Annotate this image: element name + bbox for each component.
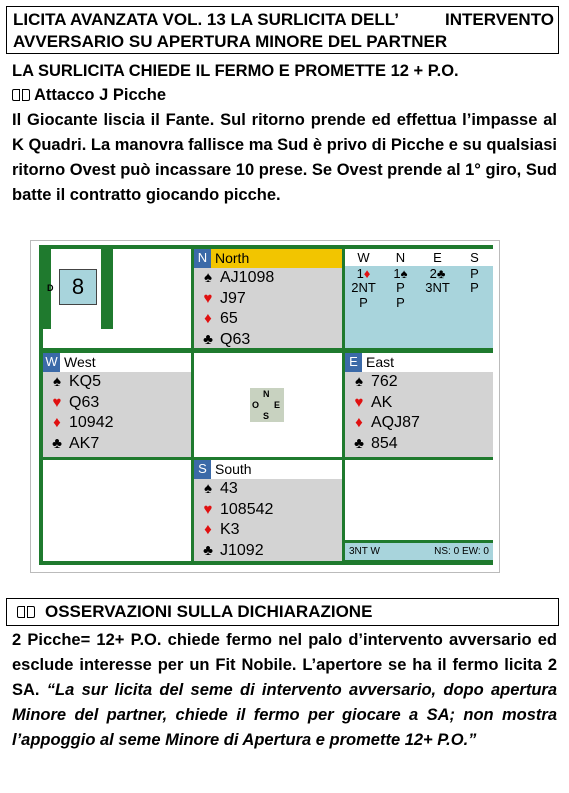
north-header xyxy=(194,249,342,268)
bid-header-n: N xyxy=(395,250,406,265)
bid-row xyxy=(345,295,493,310)
bid-row xyxy=(345,281,493,296)
bridge-diagram xyxy=(30,240,500,573)
bid-cell: P xyxy=(359,294,368,310)
west-dir-badge: W xyxy=(43,353,60,372)
observations-italic: “La sur licita del seme di intervento avversario, dopo apertura Minore del partner, chiede il fermo per giocare a SA; non mostra l’appoggio al seme Minore di Apertura e promette 12+ P.O.” xyxy=(12,681,557,749)
lead-line xyxy=(12,86,557,105)
north-hand xyxy=(194,249,342,348)
contract: 3NT W xyxy=(349,546,380,557)
bid-cell: P xyxy=(396,294,405,310)
bid-n-1s: 1♠ xyxy=(393,265,408,281)
north-spades-cards: AJ1098 xyxy=(220,269,275,286)
diamond-icon: ♦ xyxy=(204,521,212,538)
compass-n: N xyxy=(263,389,270,399)
stripe-decor xyxy=(101,249,113,329)
empty-cell xyxy=(345,460,493,540)
heart-icon: ♥ xyxy=(354,393,364,411)
body-text: Il Giocante liscia il Fante. Sul ritorno prende ed effettua l’impasse al K Quadri. La manovra fallisce ma Sud è privo di Picche e su qualsiasi ritorno Ovest può incassare 10 prese. Se Ovest prende al 1° giro, Sud batte il contratto giocando picche. xyxy=(12,111,557,204)
east-hearts xyxy=(345,393,493,414)
empty-cell xyxy=(43,460,191,561)
compass-icon xyxy=(250,388,284,422)
north-diamonds xyxy=(194,309,342,330)
south-hearts xyxy=(194,500,342,521)
south-name: South xyxy=(215,461,252,478)
heart-icon: ♥ xyxy=(52,393,62,411)
observations-heading: OSSERVAZIONI SULLA DICHIARAZIONE xyxy=(45,602,373,621)
east-spades-cards: 762 xyxy=(371,373,398,390)
title-line1-right: INTERVENTO xyxy=(445,10,554,29)
south-spades xyxy=(194,479,342,500)
spade-icon: ♠ xyxy=(204,269,212,286)
title-box xyxy=(6,6,559,54)
west-clubs xyxy=(43,434,191,455)
south-clubs-cards: J1092 xyxy=(220,541,264,559)
north-clubs xyxy=(194,330,342,351)
south-hand xyxy=(194,460,342,561)
bid-cell: 2NT xyxy=(351,280,376,296)
observations-text xyxy=(12,628,557,753)
observations-plain: 2 Picche= 12+ P.O. chiede fermo nel palo d’intervento avversario ed esclude interesse per un Fit Nobile. L’apertore se ha il fermo licita 2 SA. xyxy=(12,631,557,699)
north-spades xyxy=(194,268,342,289)
east-spades xyxy=(345,372,493,393)
west-spades xyxy=(43,372,191,393)
west-hearts xyxy=(43,393,191,414)
compass-s: S xyxy=(263,411,270,421)
south-spades-cards: 43 xyxy=(220,480,238,497)
bid-cell: P xyxy=(470,280,479,296)
south-clubs xyxy=(194,541,342,562)
heart-icon: ♥ xyxy=(203,289,213,307)
vulnerability: NS: 0 EW: 0 xyxy=(434,546,489,557)
north-dir-badge: N xyxy=(194,249,211,268)
north-diamonds-cards: 65 xyxy=(220,310,238,327)
board-info-cell xyxy=(43,249,191,348)
south-header xyxy=(194,460,342,479)
north-hearts-cards: J97 xyxy=(220,289,246,307)
dealer-label: D xyxy=(47,283,54,293)
bid-row xyxy=(345,266,493,281)
north-name: North xyxy=(215,250,250,267)
east-hearts-cards: AK xyxy=(371,393,393,411)
observations-header xyxy=(6,598,559,626)
west-spades-cards: KQ5 xyxy=(69,373,102,390)
compass-e: E xyxy=(274,400,281,410)
subtitle: LA SURLICITA CHIEDE IL FERMO E PROMETTE 12 + P.O. xyxy=(12,62,459,80)
bid-cell: P xyxy=(470,265,479,281)
spade-icon: ♠ xyxy=(53,373,61,390)
contract-bar xyxy=(345,543,493,560)
east-dir-badge: E xyxy=(345,353,362,372)
south-dir-badge: S xyxy=(194,460,211,479)
book-icon xyxy=(12,89,30,102)
club-icon: ♣ xyxy=(203,541,213,559)
west-name: West xyxy=(64,354,96,371)
title-line2: AVVERSARIO SU APERTURA MINORE DEL PARTNER xyxy=(13,32,448,51)
diamond-icon: ♦ xyxy=(53,414,61,431)
book-icon xyxy=(17,606,35,619)
east-header xyxy=(345,353,493,372)
east-hand xyxy=(345,353,493,457)
east-name: East xyxy=(366,354,395,371)
spade-icon: ♠ xyxy=(204,480,212,497)
north-hearts xyxy=(194,289,342,310)
lead-text: Attacco J Picche xyxy=(34,86,167,104)
west-hand xyxy=(43,353,191,457)
club-icon: ♣ xyxy=(52,434,62,452)
east-clubs-cards: 854 xyxy=(371,434,398,452)
spade-icon: ♠ xyxy=(355,373,363,390)
diamond-icon: ♦ xyxy=(355,414,363,431)
bid-header-s: S xyxy=(470,250,479,265)
south-hearts-cards: 108542 xyxy=(220,500,274,518)
bid-w-1d: 1♦ xyxy=(356,265,371,281)
bid-header-w: W xyxy=(357,250,370,265)
bid-cell: 3NT xyxy=(425,280,450,296)
south-diamonds xyxy=(194,520,342,541)
diamond-icon: ♦ xyxy=(204,310,212,327)
bidding-box xyxy=(345,249,493,348)
center-cell xyxy=(194,353,342,457)
east-diamonds xyxy=(345,413,493,434)
east-clubs xyxy=(345,434,493,455)
bid-header-e: E xyxy=(433,250,442,265)
west-header xyxy=(43,353,191,372)
bid-e-2c: 2♣ xyxy=(429,265,446,281)
west-clubs-cards: AK7 xyxy=(69,434,100,452)
diagram-felt xyxy=(39,245,493,565)
board-number: 8 xyxy=(59,269,97,305)
west-diamonds xyxy=(43,413,191,434)
north-clubs-cards: Q63 xyxy=(220,330,251,348)
west-diamonds-cards: 10942 xyxy=(69,414,114,431)
bid-cell: P xyxy=(396,280,405,296)
east-diamonds-cards: AQJ87 xyxy=(371,414,420,431)
club-icon: ♣ xyxy=(354,434,364,452)
west-hearts-cards: Q63 xyxy=(69,393,100,411)
bidding-header xyxy=(345,249,493,266)
title-line1-left: LICITA AVANZATA VOL. 13 LA SURLICITA DELL’ xyxy=(13,10,399,29)
heart-icon: ♥ xyxy=(203,500,213,518)
club-icon: ♣ xyxy=(203,330,213,348)
south-diamonds-cards: K3 xyxy=(220,521,240,538)
compass-o: O xyxy=(252,400,260,410)
